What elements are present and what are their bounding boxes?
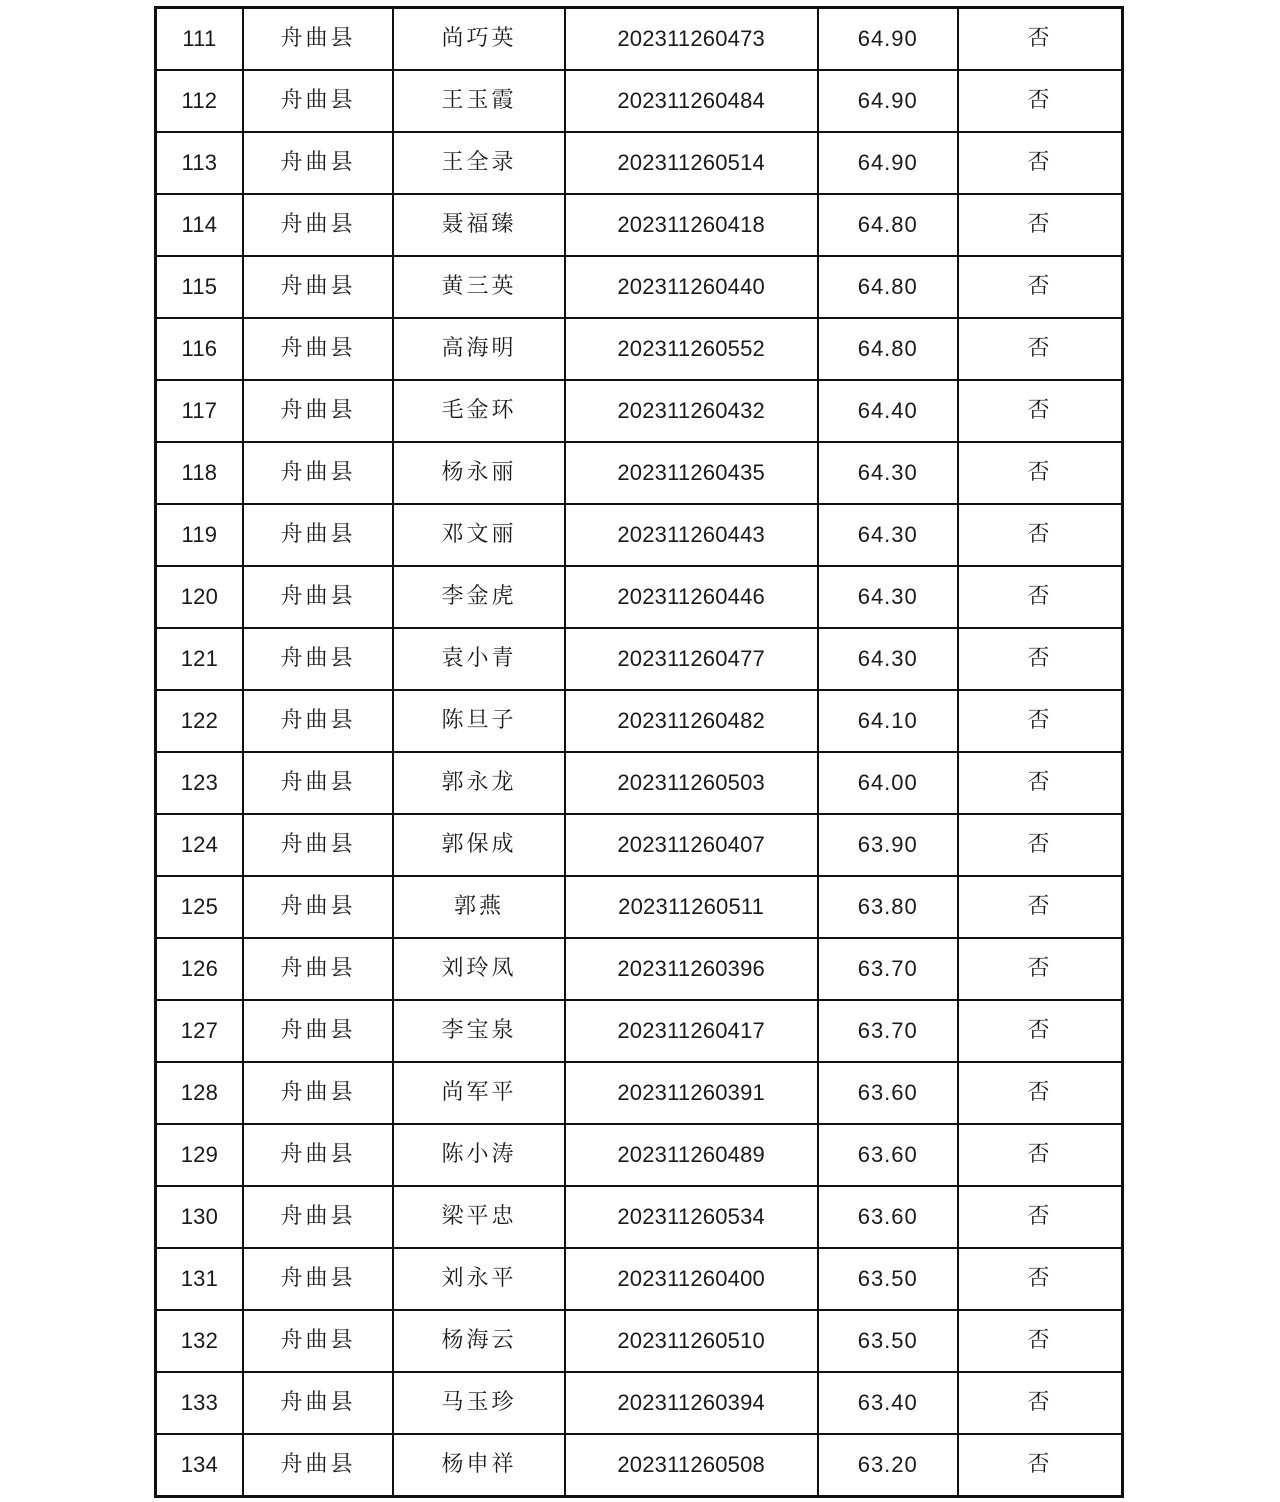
status-flag-cell: 否 — [958, 1000, 1123, 1062]
score-cell: 63.70 — [818, 938, 958, 1000]
table-row — [156, 318, 1123, 380]
candidate-name-cell: 王全录 — [393, 132, 565, 194]
candidate-name-cell: 刘玲凤 — [393, 938, 565, 1000]
county-cell: 舟曲县 — [243, 504, 393, 566]
candidate-name-cell: 郭保成 — [393, 814, 565, 876]
status-flag-cell: 否 — [958, 132, 1123, 194]
row-index-cell: 123 — [156, 752, 243, 814]
row-index-cell: 125 — [156, 876, 243, 938]
candidate-name-cell: 聂福臻 — [393, 194, 565, 256]
row-index-cell: 130 — [156, 1186, 243, 1248]
row-index-cell: 127 — [156, 1000, 243, 1062]
exam-number-cell: 202311260473 — [565, 8, 818, 71]
score-cell: 63.40 — [818, 1372, 958, 1434]
table-row — [156, 504, 1123, 566]
candidate-name-cell: 李金虎 — [393, 566, 565, 628]
results-table — [154, 6, 1124, 1498]
table-row — [156, 256, 1123, 318]
exam-number-cell: 202311260510 — [565, 1310, 818, 1372]
score-cell: 64.90 — [818, 8, 958, 71]
score-cell: 64.90 — [818, 70, 958, 132]
exam-number-cell: 202311260482 — [565, 690, 818, 752]
table-row — [156, 1310, 1123, 1372]
exam-number-cell: 202311260440 — [565, 256, 818, 318]
score-cell: 63.90 — [818, 814, 958, 876]
score-cell: 64.80 — [818, 256, 958, 318]
status-flag-cell: 否 — [958, 628, 1123, 690]
table-row — [156, 8, 1123, 71]
exam-number-cell: 202311260484 — [565, 70, 818, 132]
row-index-cell: 134 — [156, 1434, 243, 1497]
exam-number-cell: 202311260534 — [565, 1186, 818, 1248]
status-flag-cell: 否 — [958, 566, 1123, 628]
candidate-name-cell: 袁小青 — [393, 628, 565, 690]
status-flag-cell: 否 — [958, 690, 1123, 752]
county-cell: 舟曲县 — [243, 1248, 393, 1310]
row-index-cell: 126 — [156, 938, 243, 1000]
row-index-cell: 121 — [156, 628, 243, 690]
status-flag-cell: 否 — [958, 752, 1123, 814]
row-index-cell: 118 — [156, 442, 243, 504]
table-row — [156, 1124, 1123, 1186]
row-index-cell: 113 — [156, 132, 243, 194]
exam-number-cell: 202311260418 — [565, 194, 818, 256]
table-row — [156, 194, 1123, 256]
score-cell: 63.60 — [818, 1062, 958, 1124]
row-index-cell: 129 — [156, 1124, 243, 1186]
status-flag-cell: 否 — [958, 256, 1123, 318]
status-flag-cell: 否 — [958, 1186, 1123, 1248]
status-flag-cell: 否 — [958, 8, 1123, 71]
status-flag-cell: 否 — [958, 1434, 1123, 1497]
county-cell: 舟曲县 — [243, 752, 393, 814]
exam-number-cell: 202311260552 — [565, 318, 818, 380]
candidate-name-cell: 李宝泉 — [393, 1000, 565, 1062]
row-index-cell: 132 — [156, 1310, 243, 1372]
county-cell: 舟曲县 — [243, 1372, 393, 1434]
score-cell: 63.70 — [818, 1000, 958, 1062]
status-flag-cell: 否 — [958, 442, 1123, 504]
table-row — [156, 380, 1123, 442]
status-flag-cell: 否 — [958, 504, 1123, 566]
exam-number-cell: 202311260514 — [565, 132, 818, 194]
score-cell: 64.10 — [818, 690, 958, 752]
status-flag-cell: 否 — [958, 1310, 1123, 1372]
status-flag-cell: 否 — [958, 1124, 1123, 1186]
row-index-cell: 120 — [156, 566, 243, 628]
score-cell: 64.80 — [818, 318, 958, 380]
row-index-cell: 115 — [156, 256, 243, 318]
county-cell: 舟曲县 — [243, 1062, 393, 1124]
county-cell: 舟曲县 — [243, 566, 393, 628]
exam-number-cell: 202311260435 — [565, 442, 818, 504]
candidate-name-cell: 梁平忠 — [393, 1186, 565, 1248]
candidate-name-cell: 尚军平 — [393, 1062, 565, 1124]
table-row — [156, 752, 1123, 814]
row-index-cell: 128 — [156, 1062, 243, 1124]
score-cell: 64.30 — [818, 566, 958, 628]
status-flag-cell: 否 — [958, 1372, 1123, 1434]
county-cell: 舟曲县 — [243, 256, 393, 318]
score-cell: 64.90 — [818, 132, 958, 194]
county-cell: 舟曲县 — [243, 628, 393, 690]
row-index-cell: 119 — [156, 504, 243, 566]
score-cell: 63.60 — [818, 1124, 958, 1186]
score-cell: 64.80 — [818, 194, 958, 256]
candidate-name-cell: 郭燕 — [393, 876, 565, 938]
table-row — [156, 690, 1123, 752]
status-flag-cell: 否 — [958, 814, 1123, 876]
score-cell: 63.50 — [818, 1310, 958, 1372]
score-cell: 63.20 — [818, 1434, 958, 1497]
row-index-cell: 112 — [156, 70, 243, 132]
exam-number-cell: 202311260511 — [565, 876, 818, 938]
table-row — [156, 1062, 1123, 1124]
score-cell: 64.30 — [818, 504, 958, 566]
exam-number-cell: 202311260508 — [565, 1434, 818, 1497]
county-cell: 舟曲县 — [243, 938, 393, 1000]
table-row — [156, 70, 1123, 132]
candidate-name-cell: 杨海云 — [393, 1310, 565, 1372]
status-flag-cell: 否 — [958, 1062, 1123, 1124]
exam-number-cell: 202311260396 — [565, 938, 818, 1000]
candidate-name-cell: 尚巧英 — [393, 8, 565, 71]
table-row — [156, 814, 1123, 876]
candidate-name-cell: 陈旦子 — [393, 690, 565, 752]
exam-number-cell: 202311260477 — [565, 628, 818, 690]
score-cell: 63.60 — [818, 1186, 958, 1248]
county-cell: 舟曲县 — [243, 1124, 393, 1186]
county-cell: 舟曲县 — [243, 814, 393, 876]
county-cell: 舟曲县 — [243, 876, 393, 938]
row-index-cell: 117 — [156, 380, 243, 442]
candidate-name-cell: 高海明 — [393, 318, 565, 380]
table-row — [156, 1186, 1123, 1248]
table-row — [156, 876, 1123, 938]
exam-number-cell: 202311260407 — [565, 814, 818, 876]
table-row — [156, 1248, 1123, 1310]
candidate-name-cell: 陈小涛 — [393, 1124, 565, 1186]
county-cell: 舟曲县 — [243, 442, 393, 504]
exam-number-cell: 202311260417 — [565, 1000, 818, 1062]
county-cell: 舟曲县 — [243, 194, 393, 256]
table-row — [156, 628, 1123, 690]
status-flag-cell: 否 — [958, 938, 1123, 1000]
table-row — [156, 1372, 1123, 1434]
row-index-cell: 114 — [156, 194, 243, 256]
table-row — [156, 1000, 1123, 1062]
score-cell: 64.30 — [818, 628, 958, 690]
exam-number-cell: 202311260394 — [565, 1372, 818, 1434]
exam-number-cell: 202311260391 — [565, 1062, 818, 1124]
row-index-cell: 116 — [156, 318, 243, 380]
table-row — [156, 442, 1123, 504]
county-cell: 舟曲县 — [243, 1434, 393, 1497]
status-flag-cell: 否 — [958, 70, 1123, 132]
county-cell: 舟曲县 — [243, 1000, 393, 1062]
status-flag-cell: 否 — [958, 380, 1123, 442]
candidate-name-cell: 王玉霞 — [393, 70, 565, 132]
table-row — [156, 938, 1123, 1000]
exam-number-cell: 202311260432 — [565, 380, 818, 442]
county-cell: 舟曲县 — [243, 380, 393, 442]
row-index-cell: 124 — [156, 814, 243, 876]
candidate-name-cell: 刘永平 — [393, 1248, 565, 1310]
county-cell: 舟曲县 — [243, 70, 393, 132]
exam-number-cell: 202311260489 — [565, 1124, 818, 1186]
candidate-name-cell: 毛金环 — [393, 380, 565, 442]
candidate-name-cell: 杨永丽 — [393, 442, 565, 504]
county-cell: 舟曲县 — [243, 1186, 393, 1248]
row-index-cell: 133 — [156, 1372, 243, 1434]
candidate-name-cell: 杨申祥 — [393, 1434, 565, 1497]
county-cell: 舟曲县 — [243, 690, 393, 752]
row-index-cell: 131 — [156, 1248, 243, 1310]
status-flag-cell: 否 — [958, 194, 1123, 256]
score-cell: 64.30 — [818, 442, 958, 504]
exam-number-cell: 202311260400 — [565, 1248, 818, 1310]
row-index-cell: 122 — [156, 690, 243, 752]
table-row — [156, 132, 1123, 194]
status-flag-cell: 否 — [958, 1248, 1123, 1310]
score-cell: 64.00 — [818, 752, 958, 814]
county-cell: 舟曲县 — [243, 318, 393, 380]
row-index-cell: 111 — [156, 8, 243, 71]
candidate-name-cell: 郭永龙 — [393, 752, 565, 814]
candidate-name-cell: 邓文丽 — [393, 504, 565, 566]
candidate-name-cell: 马玉珍 — [393, 1372, 565, 1434]
county-cell: 舟曲县 — [243, 132, 393, 194]
table-row — [156, 1434, 1123, 1497]
exam-number-cell: 202311260443 — [565, 504, 818, 566]
table-row — [156, 566, 1123, 628]
county-cell: 舟曲县 — [243, 1310, 393, 1372]
score-cell: 63.50 — [818, 1248, 958, 1310]
exam-number-cell: 202311260503 — [565, 752, 818, 814]
county-cell: 舟曲县 — [243, 8, 393, 71]
score-cell: 64.40 — [818, 380, 958, 442]
exam-number-cell: 202311260446 — [565, 566, 818, 628]
score-cell: 63.80 — [818, 876, 958, 938]
results-table-body — [156, 8, 1123, 1497]
status-flag-cell: 否 — [958, 876, 1123, 938]
status-flag-cell: 否 — [958, 318, 1123, 380]
candidate-name-cell: 黄三英 — [393, 256, 565, 318]
